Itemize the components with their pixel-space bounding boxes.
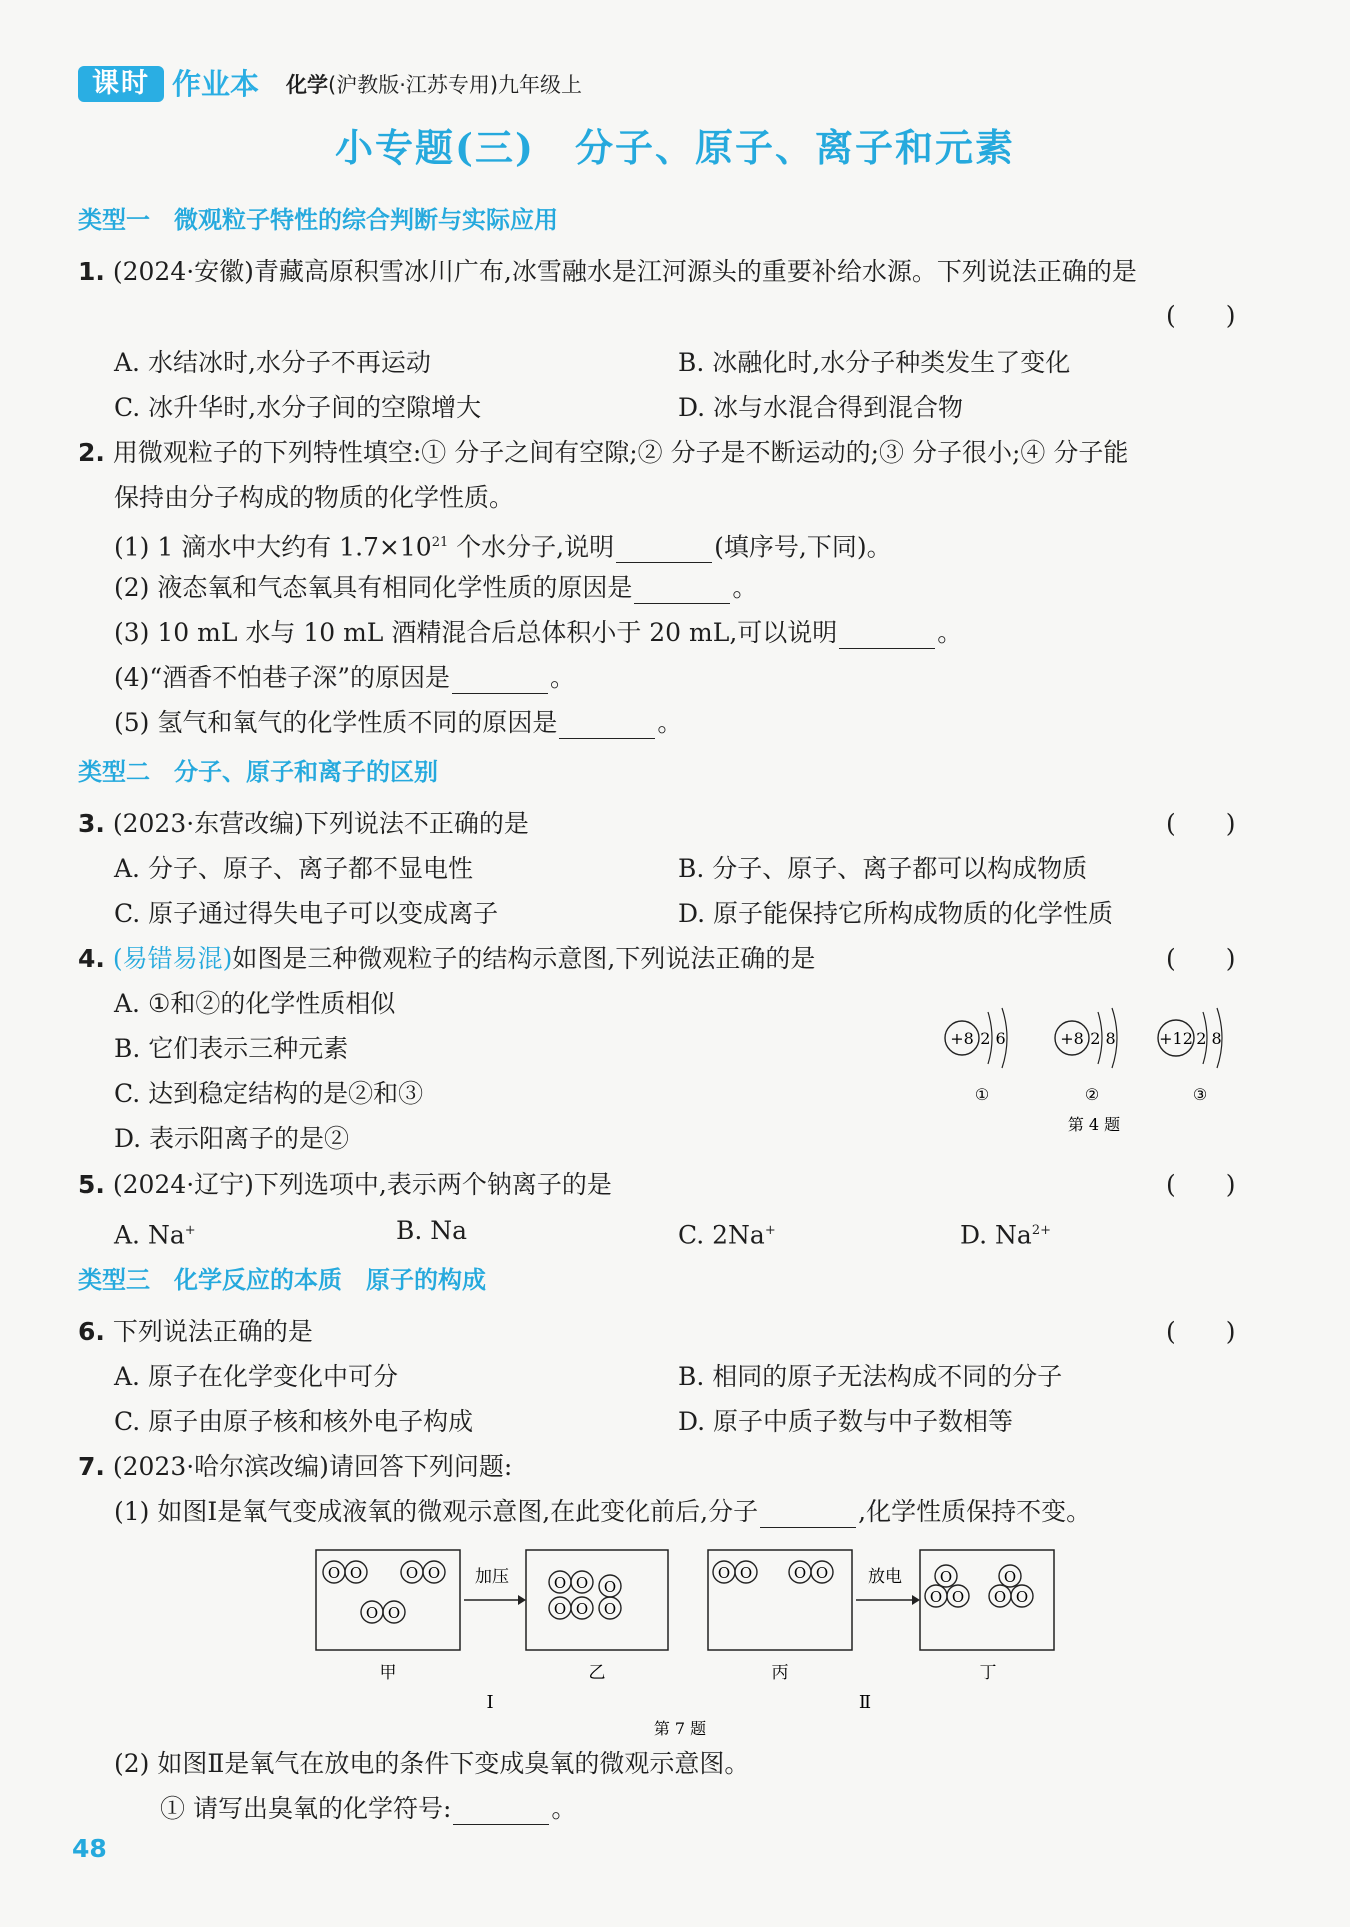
text: (3) 10 mL 水与 10 mL 酒精混合后总体积小于 20 mL,可以说明 (114, 618, 838, 647)
electron-shells: 2 6 (980, 1029, 1006, 1048)
q5-option-c (678, 1215, 776, 1251)
q4-option-a: A. ①和②的化学性质相似 (114, 989, 396, 1018)
nucleus-charge: +12 (1159, 1029, 1193, 1048)
q2-part-5 (114, 707, 682, 739)
text: 。 (551, 1794, 577, 1823)
question-number: 4. (78, 944, 105, 973)
q1-option-a: A. 水结冰时,水分子不再运动 (114, 348, 431, 377)
atom-diagram-3 (1158, 1008, 1222, 1104)
question-text: (2023·东营改编)下列说法不正确的是 (112, 809, 529, 838)
brand-name: 作业本 (172, 67, 260, 101)
text: (填序号,下同)。 (714, 532, 892, 562)
box-label: 丙 (771, 1663, 789, 1683)
answer-paren-1: ( ) (1166, 301, 1236, 330)
answer-paren-6: ( ) (1166, 1317, 1236, 1346)
answer-blank[interactable] (453, 1798, 549, 1825)
arrow-label: 加压 (475, 1567, 509, 1587)
q6-option-c: C. 原子由原子核和核外电子构成 (114, 1407, 474, 1436)
subject-name: 化学 (286, 73, 328, 97)
answer-blank[interactable] (839, 622, 935, 649)
q2-part-2 (114, 572, 757, 604)
q4-option-c: C. 达到稳定结构的是②和③ (114, 1079, 424, 1108)
q7-part-2-1 (160, 1793, 576, 1825)
answer-blank[interactable] (452, 667, 548, 694)
exponent: 21 (431, 535, 449, 550)
atom-label: ① (974, 1085, 990, 1104)
charge: 2+ (1031, 1223, 1051, 1238)
page-title: 小专题(三) 分子、原子、离子和元素 (335, 125, 1015, 170)
text: 个水分子,说明 (448, 532, 615, 562)
box-label: 丁 (979, 1663, 997, 1683)
atom-label: ② (1084, 1085, 1100, 1104)
atom-diagram-1 (945, 1008, 1007, 1104)
nucleus-charge: +8 (1060, 1029, 1084, 1048)
question-1-stem (78, 256, 1137, 288)
q5-option-b: B. Na (396, 1216, 468, 1245)
page-number: 48 (72, 1834, 107, 1863)
question-7-stem (78, 1451, 512, 1483)
atom-label: ③ (1192, 1085, 1208, 1104)
q2-part-1 (114, 527, 892, 563)
q2-part-3 (114, 617, 962, 649)
figure-caption: 第 4 题 (1067, 1115, 1121, 1134)
q7-part-2: (2) 如图Ⅱ是氧气在放电的条件下变成臭氧的微观示意图。 (114, 1749, 750, 1778)
question-2-stem-cont: 保持由分子构成的物质的化学性质。 (114, 483, 515, 512)
text: (2) 液态氧和气态氧具有相同化学性质的原因是 (114, 573, 633, 602)
atom-diagram-2 (1055, 1008, 1117, 1104)
question-4-stem (78, 943, 815, 975)
q6-option-d: D. 原子中质子数与中子数相等 (678, 1407, 1014, 1436)
q3-option-d: D. 原子能保持它所构成物质的化学性质 (678, 899, 1114, 928)
question-text: 下列说法正确的是 (112, 1317, 313, 1346)
q7-part-1 (114, 1496, 1091, 1528)
answer-blank[interactable] (760, 1501, 856, 1528)
answer-paren-3: ( ) (1166, 809, 1236, 838)
text: 。 (549, 663, 575, 692)
oxygen-molecule-figure: O 甲 加压 乙 丙 放电 丁 Ⅰ Ⅱ 第 7 题 (300, 1542, 1060, 1742)
box-yi (526, 1550, 668, 1683)
box-jia (316, 1550, 460, 1683)
question-2-stem (78, 437, 1128, 469)
nucleus-charge: +8 (950, 1029, 974, 1048)
question-text: (2023·哈尔滨改编)请回答下列问题: (112, 1452, 513, 1481)
arrow-label: 放电 (868, 1567, 902, 1587)
question-3-stem (78, 808, 529, 840)
text: (4)“酒香不怕巷子深”的原因是 (114, 663, 450, 692)
question-number: 7. (78, 1452, 105, 1481)
answer-blank[interactable] (559, 712, 655, 739)
question-text: 用微观粒子的下列特性填空:① 分子之间有空隙;② 分子是不断运动的;③ 分子很小;④ 分子能 (112, 438, 1129, 467)
question-number: 1. (78, 257, 105, 286)
subject-edition: (沪教版·江苏专用)九年级上 (328, 73, 583, 97)
section-heading-1: 类型一 微观粒子特性的综合判断与实际应用 (78, 206, 558, 234)
text: (5) 氢气和氧气的化学性质不同的原因是 (114, 708, 558, 737)
q5-option-a (114, 1215, 196, 1251)
q3-option-b: B. 分子、原子、离子都可以构成物质 (678, 854, 1088, 883)
answer-blank[interactable] (616, 536, 712, 563)
box-label: 甲 (379, 1663, 397, 1683)
q1-option-b: B. 冰融化时,水分子种类发生了变化 (678, 348, 1071, 377)
error-prone-tag: (易错易混) (112, 944, 233, 973)
question-text: (2024·辽宁)下列选项中,表示两个钠离子的是 (112, 1170, 612, 1199)
question-text: (2024·安徽)青藏高原积雪冰川广布,冰雪融水是江河源头的重要补给水源。下列说法正确的是 (112, 257, 1137, 286)
question-number: 2. (78, 438, 105, 467)
section-heading-3: 类型三 化学反应的本质 原子的构成 (78, 1266, 486, 1294)
answer-blank[interactable] (634, 577, 730, 604)
charge: + (764, 1223, 776, 1238)
text: 。 (657, 708, 683, 737)
answer-paren-5: ( ) (1166, 1170, 1236, 1199)
text: C. 2Na (678, 1220, 765, 1250)
electron-shells: 2 8 (1090, 1029, 1116, 1048)
text: 。 (937, 618, 963, 647)
q4-option-b: B. 它们表示三种元素 (114, 1034, 349, 1063)
text: (1) 如图Ⅰ是氧气变成液氧的微观示意图,在此变化前后,分子 (114, 1497, 759, 1526)
text: (1) 1 滴水中大约有 1.7×10 (114, 532, 432, 562)
answer-paren-4: ( ) (1166, 944, 1236, 973)
question-5-stem (78, 1169, 612, 1201)
q5-option-d (960, 1215, 1051, 1251)
q1-option-c: C. 冰升华时,水分子间的空隙增大 (114, 393, 482, 422)
box-ding (920, 1550, 1054, 1683)
charge: + (184, 1223, 196, 1238)
text: A. Na (114, 1220, 185, 1250)
group-label: Ⅱ (858, 1692, 872, 1713)
q2-part-4 (114, 662, 575, 694)
question-number: 3. (78, 809, 105, 838)
q3-option-c: C. 原子通过得失电子可以变成离子 (114, 899, 499, 928)
section-heading-2: 类型二 分子、原子和离子的区别 (78, 758, 438, 786)
subject-line (286, 70, 582, 100)
q6-option-b: B. 相同的原子无法构成不同的分子 (678, 1362, 1063, 1391)
question-number: 6. (78, 1317, 105, 1346)
q1-option-d: D. 冰与水混合得到混合物 (678, 393, 964, 422)
brand-logo: 课时 (78, 66, 164, 102)
q3-option-a: A. 分子、原子、离子都不显电性 (114, 854, 473, 883)
box-label: 乙 (588, 1663, 606, 1683)
q6-option-a: A. 原子在化学变化中可分 (114, 1362, 398, 1391)
text: 。 (732, 573, 758, 602)
text: ① 请写出臭氧的化学符号: (160, 1794, 452, 1823)
q4-option-d: D. 表示阳离子的是② (114, 1124, 350, 1153)
question-text: 如图是三种微观粒子的结构示意图,下列说法正确的是 (232, 944, 816, 973)
text: D. Na (960, 1220, 1032, 1250)
arrow-discharge (856, 1567, 920, 1605)
arrow-pressurize (464, 1567, 526, 1605)
text: ,化学性质保持不变。 (858, 1497, 1092, 1526)
box-bing (708, 1550, 852, 1683)
atomic-structure-figure (930, 1000, 1250, 1140)
question-6-stem (78, 1316, 313, 1348)
electron-shells: 2 8 (1196, 1029, 1222, 1048)
group-label: Ⅰ (486, 1692, 494, 1713)
question-number: 5. (78, 1170, 105, 1199)
figure-caption: 第 7 题 (653, 1719, 707, 1738)
